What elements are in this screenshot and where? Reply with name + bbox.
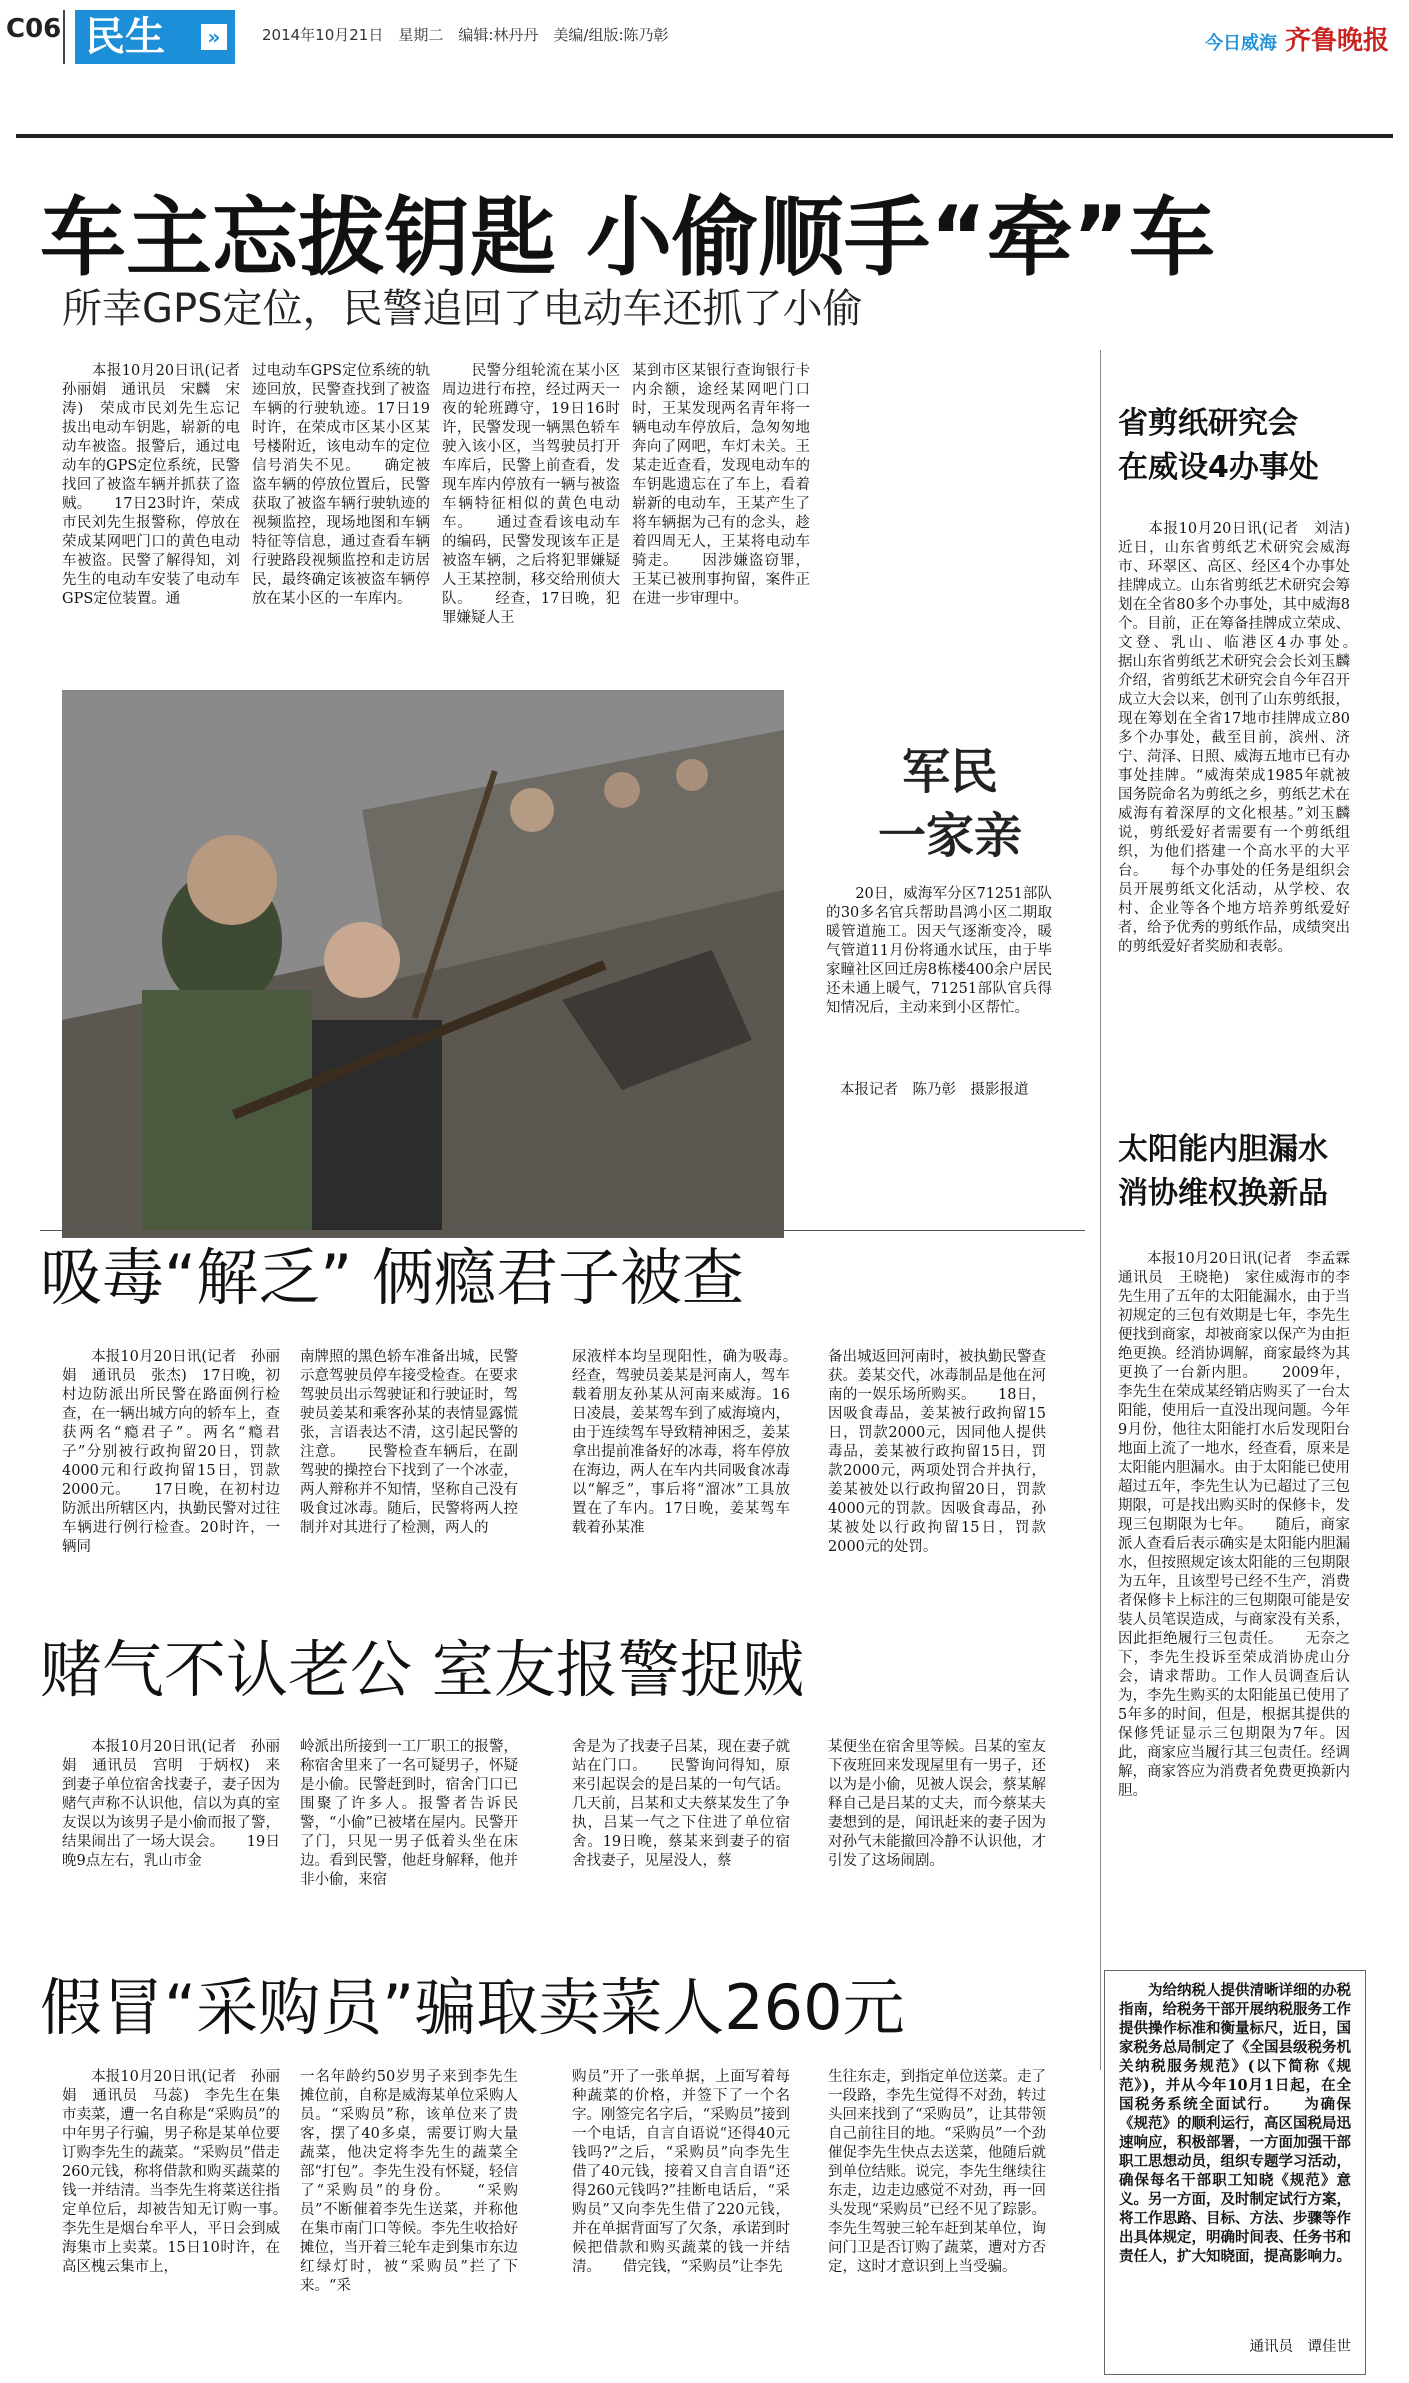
side3-box (1104, 1970, 1366, 2375)
side2-headline-line2: 消协维权换新品 (1118, 1176, 1328, 1211)
side1-headline (1118, 402, 1319, 490)
story3-col4: 某便坐在宿舍里等候。吕某的室友下夜班回来发现屋里有一男子，还以为是小偷，见被人误会，蔡某解释自己是吕某的丈夫，而今蔡某夫妻想到的是，闻讯赶来的妻子因为对孙气未能撤回冷静不认识他，才引发了这场闹剧。 (828, 1739, 1046, 1869)
newspaper-logo: 齐鲁晚报 (1284, 26, 1389, 56)
photo-title (850, 740, 1050, 868)
story3-col1: 本报10月20日讯(记者 孙丽娟 通讯员 宫明 于炳权) 来到妻子单位宿舍找妻子，妻子因为赌气声称不认识他，信以为真的室友误以为该男子是小偷而报了警，结果闹出了一场大误会。 19日晚9点左右，乳山市金 (62, 1739, 280, 1869)
story3-col3: 舍是为了找妻子吕某，现在妻子就站在门口。 民警询问得知，原来引起误会的是吕某的一句气话。几天前，吕某和丈夫蔡某发生了争执，吕某一气之下住进了单位宿舍。19日晚，蔡某来到妻子的宿舍找妻子，见屋没人，蔡 (572, 1739, 790, 1869)
story1-col1: 本报10月20日讯(记者 孙丽娟 通讯员 宋麟 宋涛) 荣成市民刘先生忘记拔出电动车钥匙，崭新的电动车被盗。报警后，通过电动车的GPS定位系统，民警找回了被盗车辆并抓获了盗贼。 17日23时许，荣成市民刘先生报警称，停放在荣成某网吧门口的黄色电动车被盗。民警了解得知，刘先生的电动车安装了电动车GPS定位装置。通 (62, 363, 240, 607)
edition-label: 今日威海 (1204, 33, 1277, 54)
sidebar-divider (1100, 350, 1101, 2070)
story1-col3: 民警分组轮流在某小区周边进行布控，经过两天一夜的轮班蹲守，19日16时许，民警发现一辆黑色轿车驶入该小区，当驾驶员打开车库后，民警上前查看，发现车库内停放有一辆与被盗车辆特征相似的黄色电动车。 通过查看该电动车的编码，民警发现该车正是被盗车辆，之后将犯罪嫌疑人王某控制，移交给刑侦大队。 经查，17日晚，犯罪嫌疑人王 (442, 363, 620, 626)
story1-col2: 过电动车GPS定位系统的轨迹回放，民警查找到了被盗车辆的行驶轨迹。17日19时许，在荣成市区某小区某号楼附近，该电动车的定位信号消失不见。 确定被盗车辆的停放位置后，民警获取了被盗车辆行驶轨迹的视频监控，现场地图和车辆特征等信息，通过查看车辆行驶路段视频监控和走访居民，最终确定该被盗车辆停放在某小区的一车库内。 (252, 363, 430, 607)
photo-caption: 20日，威海军分区71251部队的30多名官兵帮助昌鸿小区二期取暖管道施工。因天气逐渐变冷，暖气管道11月份将通水试压，由于毕家疃社区回迁房8栋楼400余户居民还未通上暖气，71251部队官兵得知情况后，主动来到小区帮忙。 (826, 886, 1052, 1016)
side2-headline (1118, 1128, 1328, 1216)
story1-col4: 某到市区某银行查询银行卡内余额，途经某网吧门口时，王某发现两名青年将一辆电动车停放后，急匆匆地奔向了网吧，车灯未关。王某走近查看，发现电动车的车钥匙遗忘在了车上，看着崭新的电动车，王某产生了将车辆据为己有的念头，趁着四周无人，王某将电动车骑走。 因涉嫌盗窃罪，王某已被刑事拘留，案件正在进一步审理中。 (632, 363, 810, 607)
photo-illustration (62, 690, 784, 1238)
story2-col3: 尿液样本均呈现阳性，确为吸毒。 经查，驾驶员姜某是河南人，驾车载着朋友孙某从河南来威海。16日凌晨，姜某驾车到了威海境内，由于连续驾车导致精神困乏，姜某拿出提前准备好的冰毒，将车停放在海边，两人在车内共同吸食冰毒以“解乏”，事后将“溜冰”工具放置在了车内。17日晚，姜某驾车载着孙某准 (572, 1349, 790, 1536)
story2-rule (40, 1230, 1085, 1231)
side2-body: 本报10月20日讯(记者 李孟霖 通讯员 王晓艳) 家住威海市的李先生用了五年的太阳能漏水，由于当初规定的三包有效期是七年，李先生便找到商家，却被商家以保产为由拒绝更换。经消协调解，商家最终为其更换了一台新内胆。 2009年，李先生在荣成某经销店购买了一台太阳能，使用后一直没出现问题。今年9月份，他往太阳能打水后发现阳台地面上流了一地水，经查看，原来是太阳能内胆漏水。由于太阳能已使用超过五年，李先生认为已超过了三包期限，可是找出购买时的保修卡，发现三包期限为七年。 随后，商家派人查看后表示确实是太阳能内胆漏水，但按照规定该太阳能的三包期限为五年，且该型号已经不生产，消费者保修卡上标注的三包期限可能是安装人员笔误造成，与商家没有关系，因此拒绝履行三包责任。 无奈之下，李先生投诉至荣成消协虎山分会，请求帮助。工作人员调查后认为，李先生购买的太阳能虽已使用了5年多的时间，但是，根据其提供的保修凭证显示三包期限为7年。因此，商家应当履行其三包责任。经调解，商家答应为消费者免费更换新内胆。 (1118, 1251, 1350, 1799)
soldiers-digging-photo (62, 690, 784, 1238)
side3-body: 为给纳税人提供清晰详细的办税指南，给税务干部开展纳税服务工作提供操作标准和衡量标尺，近日，国家税务总局制定了《全国县级税务机关纳税服务规范》(以下简称《规范》)，并从今年10月1日起，在全国税务系统全面试行。 为确保《规范》的顺利运行，高区国税局迅速响应，积极部署，一方面加强干部职工思想动员，组织专题学习活动，确保每名干部职工知晓《规范》意义。另一方面，及时制定试行方案，将工作思路、目标、方法、步骤等作出具体规定，明确时间表、任务书和责任人，扩大知晓面，提高影响力。 (1119, 1982, 1351, 2265)
story2-col2: 南牌照的黑色轿车准备出城，民警示意驾驶员停车接受检查。在要求驾驶员出示驾驶证和行驶证时，驾驶员姜某和乘客孙某的表情显露慌张，言语表达不清，这引起民警的注意。 民警检查车辆后，在副驾驶的操控台下找到了一个冰壶，两人辩称并不知情，坚称自己没有吸食过冰毒。随后，民警将两人控制并对其进行了检测，两人的 (300, 1349, 518, 1536)
photo-title-line1: 军民 (901, 744, 998, 800)
story2-col1: 本报10月20日讯(记者 孙丽娟 通讯员 张杰) 17日晚，初村边防派出所民警在路面例行检查，在一辆出城方向的轿车上，查获两名“瘾君子”。两名“瘾君子”分别被行政拘留20日，罚款4000元和行政拘留15日，罚款2000元。 17日晚，在初村边防派出所辖区内，执勤民警对过往车辆进行例行检查。20时许，一辆同 (62, 1349, 280, 1555)
story3-col2: 岭派出所接到一工厂职工的报警，称宿舍里来了一名可疑男子，怀疑是小偷。民警赶到时，宿舍门口已围聚了许多人。报警者告诉民警，“小偷”已被堵在屋内。民警开了门，只见一男子低着头坐在床边。看到民警，他赶身解释，他并非小偷，来宿 (300, 1739, 518, 1888)
story2-headline: 吸毒“解乏” 俩瘾君子被查 (40, 1241, 744, 1314)
story4-col1: 本报10月20日讯(记者 孙丽娟 通讯员 马蕊) 李先生在集市卖菜，遭一名自称是“采购员”的中年男子行骗，男子称是某单位要订购李先生的蔬菜。“采购员”借走260元钱，称将借款和购买蔬菜的钱一并结清。当李先生将菜送往指定单位后，却被告知无订购一事。 李先生是烟台牟平人，平日会到威海集市上卖菜。15日10时许，在高区槐云集市上， (62, 2069, 280, 2275)
page-number: C06 (6, 14, 62, 44)
header-rule (16, 134, 1393, 138)
photo-title-line2: 一家亲 (877, 808, 1022, 864)
side2-headline-line1: 太阳能内胆漏水 (1118, 1132, 1328, 1167)
story1-headline: 车主忘拔钥匙 小偷顺手“牵”车 (40, 188, 1215, 288)
story4-col3: 购员”开了一张单据，上面写着每种蔬菜的价格，并签下了一个名字。刚签完名字后，“采购员”接到一个电话，自言自语说“还得40元钱吗?”之后，“采购员”向李先生借了40元钱，接着又自言自语“还得260元钱吗?”挂断电话后，“采购员”又向李先生借了220元钱，并在单据背面写了欠条，承诺到时候把借款和购买蔬菜的钱一并结清。 借完钱，“采购员”让李先 (572, 2069, 790, 2275)
header-brand-block (1205, 20, 1389, 57)
story4-headline: 假冒“采购员”骗取卖菜人260元 (40, 1971, 905, 2044)
story3-headline: 赌气不认老公 室友报警捉贼 (40, 1633, 804, 1706)
story2-col4: 备出城返回河南时，被执勤民警查获。姜某交代，冰毒制品是他在河南的一娱乐场所购买。 18日，因吸食毒品，姜某被行政拘留15日，罚款2000元，因同他人提供毒品，姜某被行政拘留15日，罚款2000元，两项处罚合并执行，姜某被处以行政拘留20日，罚款4000元的罚款。因吸食毒品，孙某被处以行政拘留15日，罚款2000元的处罚。 (828, 1349, 1046, 1555)
side1-headline-line1: 省剪纸研究会 (1118, 406, 1298, 441)
side1-headline-line2: 在威设4办事处 (1118, 450, 1319, 485)
story4-col4: 生往东走，到指定单位送菜。走了一段路，李先生觉得不对劲，转过头回来找到了“采购员”，让其带领自己前往目的地。“采购员”一个劲催促李先生快点去送菜，他随后就到单位结账。说完，李先生继续往东走，边走边感觉不对劲，再一回头发现“采购员”已经不见了踪影。李先生驾驶三轮车赶到某单位，询问门卫是否订购了蔬菜，遭对方否定，这时才意识到上当受骗。 (828, 2069, 1046, 2275)
issue-meta: 2014年10月21日 星期二 编辑:林丹丹 美编/组版:陈乃彰 (262, 26, 669, 44)
side3-credit: 通讯员 谭佳世 (1249, 2339, 1351, 2355)
story1-subhead: 所幸GPS定位，民警追回了电动车还抓了小偷 (62, 286, 863, 332)
section-label: 民生 (85, 14, 165, 60)
photo-credit: 本报记者 陈乃彰 摄影报道 (840, 1082, 1029, 1098)
header-divider (63, 10, 65, 64)
double-chevron-right-icon: » (201, 24, 227, 50)
section-tab[interactable] (75, 10, 235, 64)
side1-body: 本报10月20日讯(记者 刘洁) 近日，山东省剪纸艺术研究会威海市、环翠区、高区、经区4个办事处挂牌成立。山东省剪纸艺术研究会筹划在全省80多个办事处，其中威海8个。目前，正在筹备挂牌成立荣成、文登、乳山、临港区4办事处。 据山东省剪纸艺术研究会会长刘玉麟介绍，省剪纸艺术研究会自今年召开成立大会以来，创刊了山东剪纸报，现在筹划在全省17地市挂牌成立80多个办事处，截至目前，滨州、济宁、菏泽、日照、威海五地市已有办事处挂牌。“威海荣成1985年就被国务院命名为剪纸之乡，剪纸艺术在威海有着深厚的文化根基。”刘玉麟说，剪纸爱好者需要有一个剪纸组织，为他们搭建一个高水平的大平台。 每个办事处的任务是组织会员开展剪纸文化活动，从学校、农村、企业等各个地方培养剪纸爱好者，给予优秀的剪纸作品，成绩突出的剪纸爱好者奖励和表彰。 (1118, 521, 1350, 955)
story4-col2: 一名年龄约50岁男子来到李先生摊位前，自称是威海某单位采购人员。“采购员”称，该单位来了贵客，摆了40多桌，需要订购大量蔬菜，他决定将李先生的蔬菜全部“打包”。李先生没有怀疑，轻信了“采购员”的身份。 “采购员”不断催着李先生送菜，并称他在集市南门口等候。李先生收拾好摊位，当开着三轮车走到集市东边红绿灯时，被“采购员”拦了下来。“采 (300, 2069, 518, 2294)
